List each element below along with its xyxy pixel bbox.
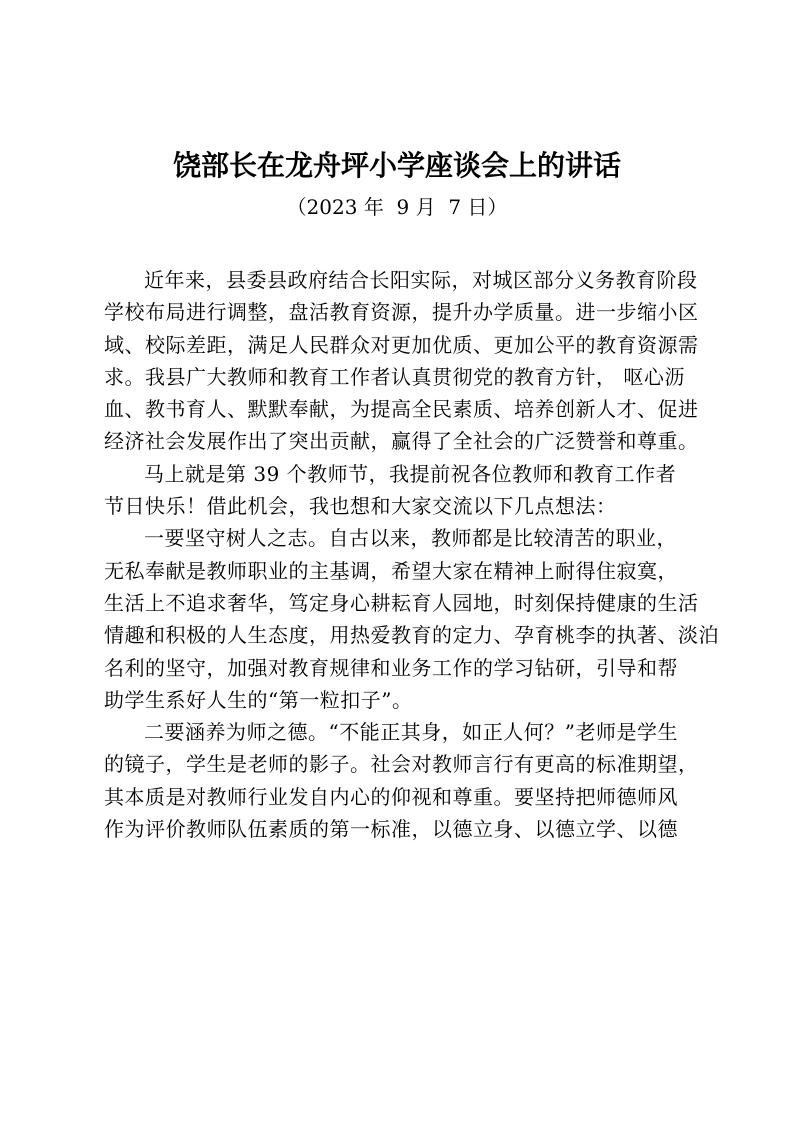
paragraph-line: 马上就是第 39 个教师节，我提前祝各位教师和教育工作者 — [144, 461, 677, 486]
paragraph-line: 情趣和积极的人生态度，用热爱教育的定力、孕育桃李的执著、淡泊 — [104, 623, 719, 648]
paragraph-line: 其本质是对教师行业发自内心的仰视和尊重。要坚持把师德师风 — [104, 784, 678, 809]
paragraph-line: 域、校际差距，满足人民群众对更加优质、更加公平的教育资源需 — [104, 332, 699, 357]
paragraph-line: 求。我县广大教师和教育工作者认真贯彻党的教育方针， 呕心沥 — [104, 364, 685, 389]
speech-body — [104, 264, 719, 845]
paragraph-line: 血、教书育人、默默奉献，为提高全民素质、培养创新人才、促进 — [104, 397, 699, 422]
paragraph-line: 无私奉献是教师职业的主基调，希望大家在精神上耐得住寂寞， — [104, 558, 678, 583]
paragraph-line: 助学生系好人生的“第一粒扣子”。 — [104, 687, 413, 712]
paragraph-line: 生活上不追求奢华，笃定身心耕耘育人园地，时刻保持健康的生活 — [104, 590, 699, 615]
paragraph-line: 的镜子，学生是老师的影子。社会对教师言行有更高的标准期望， — [104, 752, 699, 777]
page-title: 饶部长在龙舟坪小学座谈会上的讲话 — [172, 149, 621, 182]
paragraph-line: 名利的坚守，加强对教育规律和业务工作的学习钻研，引导和帮 — [104, 655, 678, 680]
paragraph-line: 节日快乐！借此机会，我也想和大家交流以下几点想法： — [104, 494, 617, 519]
speech-date: （2023 年 9 月 7 日） — [286, 195, 508, 219]
paragraph-line: 近年来，县委县政府结合长阳实际，对城区部分义务教育阶段 — [144, 268, 698, 292]
paragraph-line: 二要涵养为师之德。“不能正其身，如正人何？”老师是学生 — [144, 720, 678, 745]
paragraph-line: 经济社会发展作出了突出贡献，赢得了全社会的广泛赞誉和尊重。 — [104, 429, 699, 454]
paragraph-line: 作为评价教师队伍素质的第一标准，以德立身、以德立学、以德 — [104, 817, 678, 842]
paragraph-line: 学校布局进行调整，盘活教育资源，提升办学质量。进一步缩小区 — [104, 300, 699, 325]
paragraph-line: 一要坚守树人之志。自古以来，教师都是比较清苦的职业， — [144, 526, 677, 551]
